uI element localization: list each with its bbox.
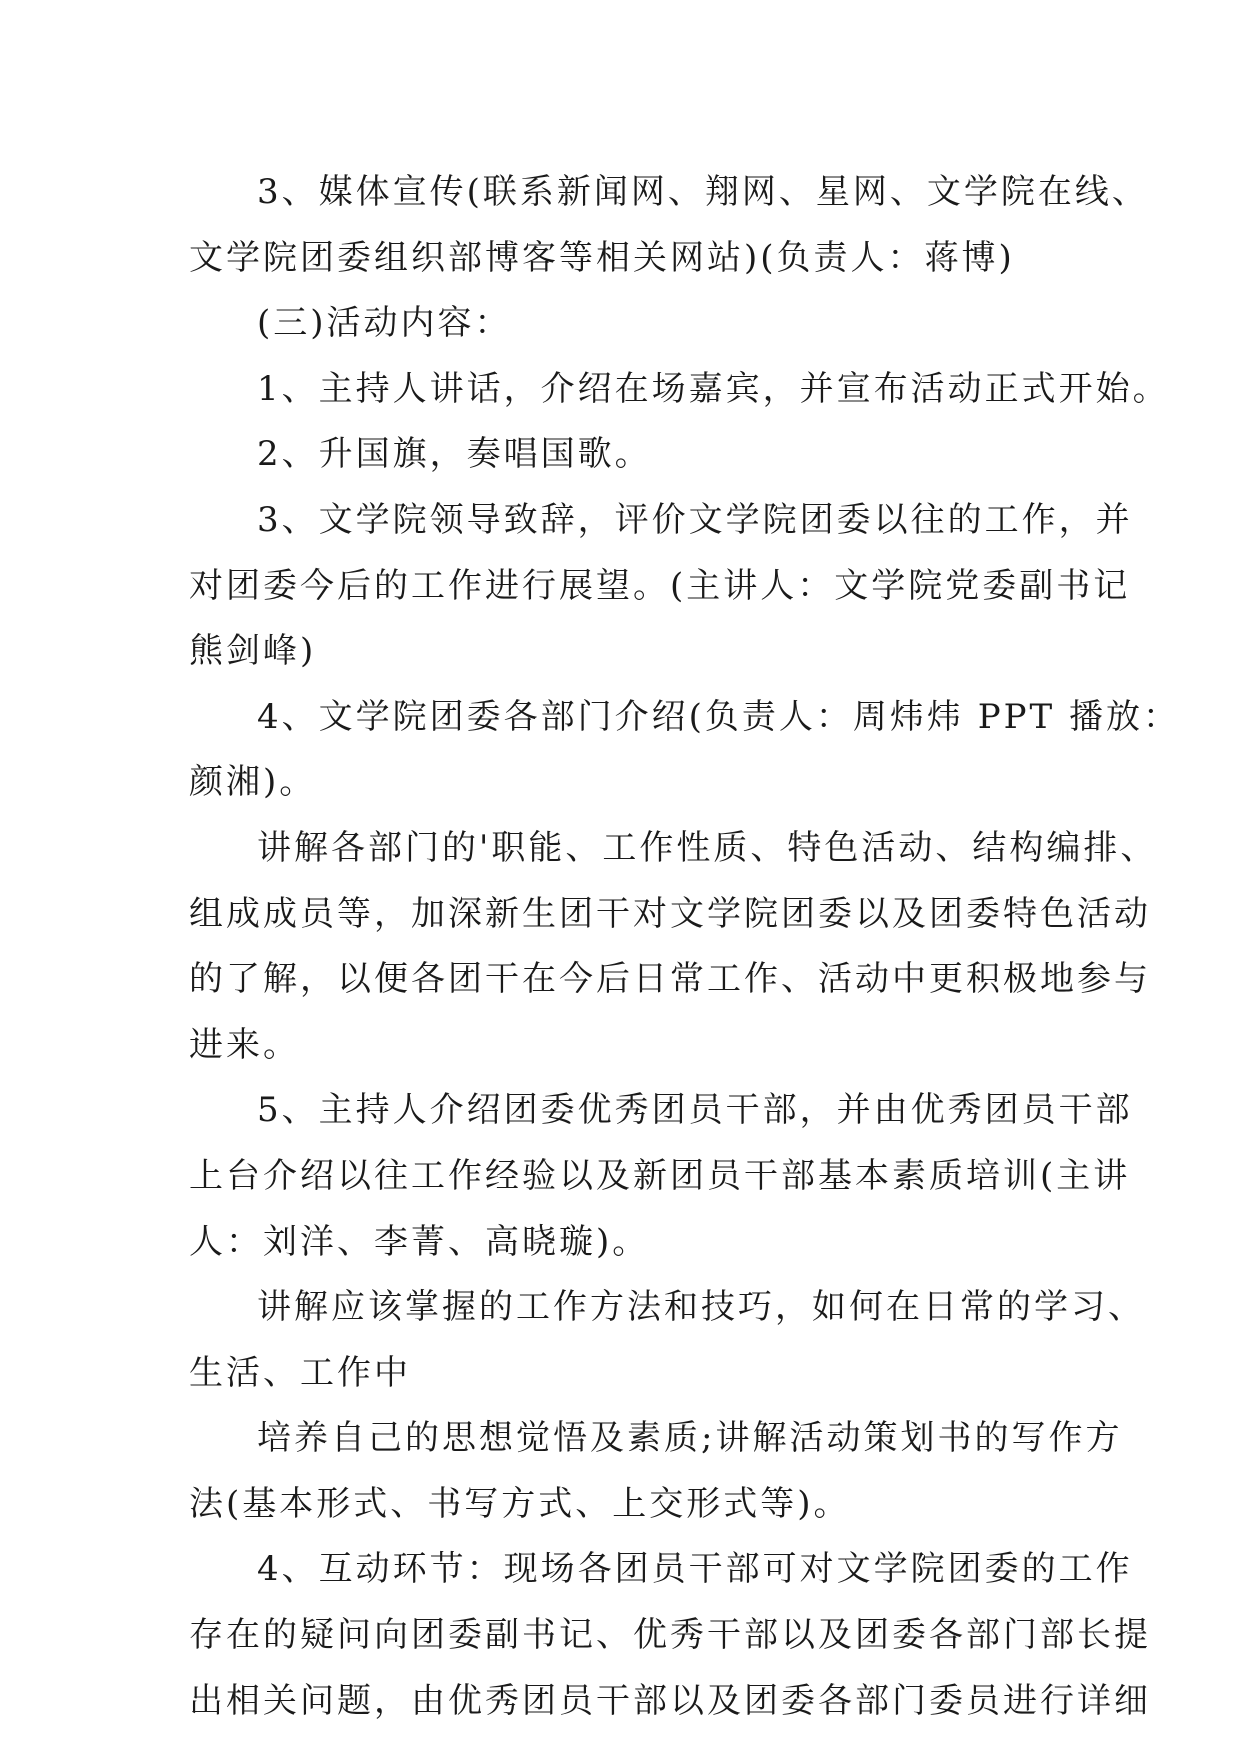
text-line: 4、互动环节：现场各团员干部可对文学院团委的工作 bbox=[257, 1549, 1133, 1590]
document-body bbox=[189, 160, 1180, 1734]
text-line: 文学院团委组织部博客等相关网站)(负责人：蒋博) bbox=[189, 237, 1015, 278]
text-line: 4、文学院团委各部门介绍(负责人：周炜炜 PPT 播放： bbox=[257, 696, 1180, 737]
text-line: 2、升国旗，奏唱国歌。 bbox=[257, 434, 652, 475]
text-line: 5、主持人介绍团委优秀团员干部，并由优秀团员干部 bbox=[257, 1090, 1133, 1131]
text-line: 3、文学院领导致辞，评价文学院团委以往的工作，并 bbox=[257, 499, 1133, 540]
text-line: 3、媒体宣传(联系新闻网、翔网、星网、文学院在线、 bbox=[257, 172, 1149, 212]
section-heading: (三)活动内容： bbox=[257, 303, 512, 344]
text-line: 讲解应该掌握的工作方法和技巧，如何在日常的学习、 bbox=[257, 1287, 1145, 1328]
text-line: 进来。 bbox=[189, 1024, 300, 1065]
text-line: 的了解，以便各团干在今后日常工作、活动中更积极地参与 bbox=[189, 959, 1151, 1000]
text-line: 培养自己的思想觉悟及素质;讲解活动策划书的写作方 bbox=[257, 1418, 1123, 1459]
text-line: 出相关问题，由优秀团员干部以及团委各部门委员进行详细 bbox=[189, 1680, 1151, 1721]
text-line: 生活、工作中 bbox=[189, 1352, 411, 1393]
text-line: 存在的疑问向团委副书记、优秀干部以及团委各部门部长提 bbox=[189, 1615, 1151, 1656]
text-line: 讲解各部门的'职能、工作性质、特色活动、结构编排、 bbox=[257, 827, 1158, 868]
text-line: 1、主持人讲话，介绍在场嘉宾，并宣布活动正式开始。 bbox=[257, 368, 1170, 409]
text-line: 对团委今后的工作进行展望。(主讲人：文学院党委副书记 bbox=[189, 565, 1131, 606]
text-line: 人：刘洋、李菁、高晓璇)。 bbox=[189, 1221, 650, 1262]
text-line: 法(基本形式、书写方式、上交形式等)。 bbox=[189, 1483, 851, 1524]
text-line: 颜湘)。 bbox=[189, 762, 317, 803]
text-line: 熊剑峰) bbox=[189, 631, 317, 672]
text-line: 上台介绍以往工作经验以及新团员干部基本素质培训(主讲 bbox=[189, 1155, 1131, 1196]
text-line: 组成成员等，加深新生团干对文学院团委以及团委特色活动 bbox=[189, 893, 1151, 934]
